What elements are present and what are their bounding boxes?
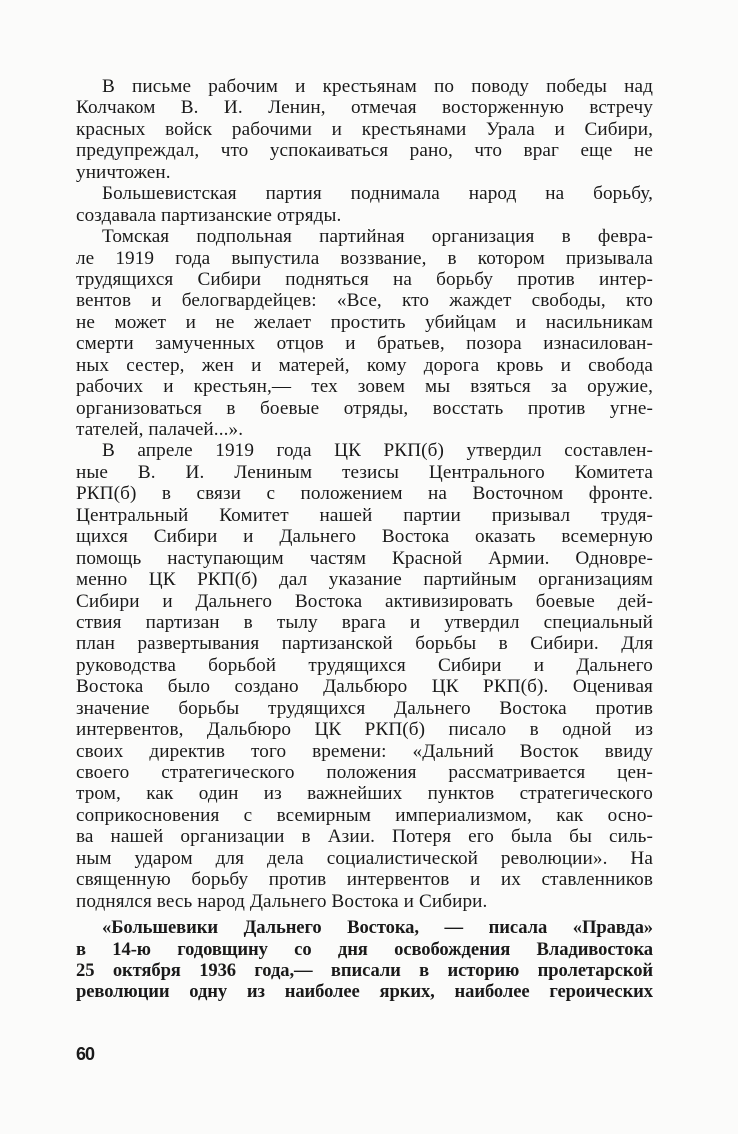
text-line: поднялся весь народ Дальнего Востока и Сибири. [76,890,488,912]
paragraph-5 [76,917,653,1003]
text-line: своих директив того времени: «Дальний Восток ввиду [76,740,653,762]
text-line: помощь наступающим частям Красной Армии. Одновре- [76,547,653,569]
text-line: в 14-ю годовщину со дня освобождения Владивостока [76,938,653,960]
page-number: 60 [76,1044,95,1064]
text-line: священную борьбу против интервентов и их ставленников [76,869,653,891]
text-line: план развертывания партизанской борьбы в Сибири. Для [76,633,653,655]
text-line: ным ударом для дела социалистической революции». На [76,847,653,869]
text-line: В апреле 1919 года ЦК РКП(б) утвердил составлен- [102,440,653,462]
text-line: создавала партизанские отряды. [76,204,342,226]
text-line: смерти замученных отцов и братьев, позора изнасилован- [76,333,653,355]
text-line: Сибири и Дальнего Востока активизировать боевые дей- [76,590,653,612]
text-line: предупреждал, что успокаиваться рано, что враг еще не [76,140,653,162]
text-line: ствия партизан в тылу врага и утвердил специальный [76,611,653,633]
body-text [76,76,653,1003]
text-line: 25 октября 1936 года,— вписали в историю пролетарской [76,959,653,981]
text-line: ле 1919 года выпустила воззвание, в котором призывала [76,247,653,269]
text-line: ные В. И. Лениным тезисы Центрального Комитета [76,461,653,483]
text-line: менно ЦК РКП(б) дал указание партийным организациям [76,569,653,591]
text-line: организоваться в боевые отряды, восстать против угне- [76,397,653,419]
text-line: уничтожен. [76,161,171,183]
text-line: Колчаком В. И. Ленин, отмечая восторженную встречу [76,97,653,119]
text-line: щихся Сибири и Дальнего Востока оказать всемерную [76,526,653,548]
paragraph-4 [76,440,653,912]
text-line: В письме рабочим и крестьянам по поводу победы над [102,76,653,97]
text-line: руководства борьбой трудящихся Сибири и Дальнего [76,654,653,676]
text-line: Центральный Комитет нашей партии призывал трудя- [76,504,653,526]
text-line: не может и не желает простить убийцам и насильникам [76,311,653,333]
text-line: интервентов, Дальбюро ЦК РКП(б) писало в одной из [76,719,653,741]
text-line: рабочих и крестьян,— тех зовем мы взяться за оружие, [76,376,653,398]
text-line: своего стратегического положения рассматривается цен- [76,762,653,783]
text-line: Томская подпольная партийная организация в февра- [102,226,653,248]
paragraph-3 [76,226,653,440]
text-line: соприкосновения с всемирным империализмом, как осно- [76,804,653,826]
paragraph-1 [76,76,653,183]
text-line: Большевистская партия поднимала народ на борьбу, [102,183,653,205]
text-line: революции одну из наиболее ярких, наиболее героических [76,981,653,1003]
text-line: ных сестер, жен и матерей, кому дорога кровь и свобода [76,354,653,376]
text-line: тателей, палачей...». [76,419,244,440]
text-line: тром, как один из важнейших пунктов стратегического [76,783,653,805]
paragraph-2 [76,183,653,226]
text-line: РКП(б) в связи с положением на Восточном фронте. [76,483,653,505]
text-line: трудящихся Сибири подняться на борьбу против интер- [76,268,653,290]
text-line: красных войск рабочими и крестьянами Урала и Сибири, [76,118,653,140]
text-line: вентов и белогвардейцев: «Все, кто жаждет свободы, кто [76,290,653,312]
text-line: Востока было создано Дальбюро ЦК РКП(б). Оценивая [76,676,653,698]
text-line: ва нашей организации в Азии. Потеря его была бы силь- [76,826,653,848]
text-line: значение борьбы трудящихся Дальнего Востока против [76,697,653,719]
text-line: «Большевики Дальнего Востока, — писала «Правда» [102,917,653,939]
